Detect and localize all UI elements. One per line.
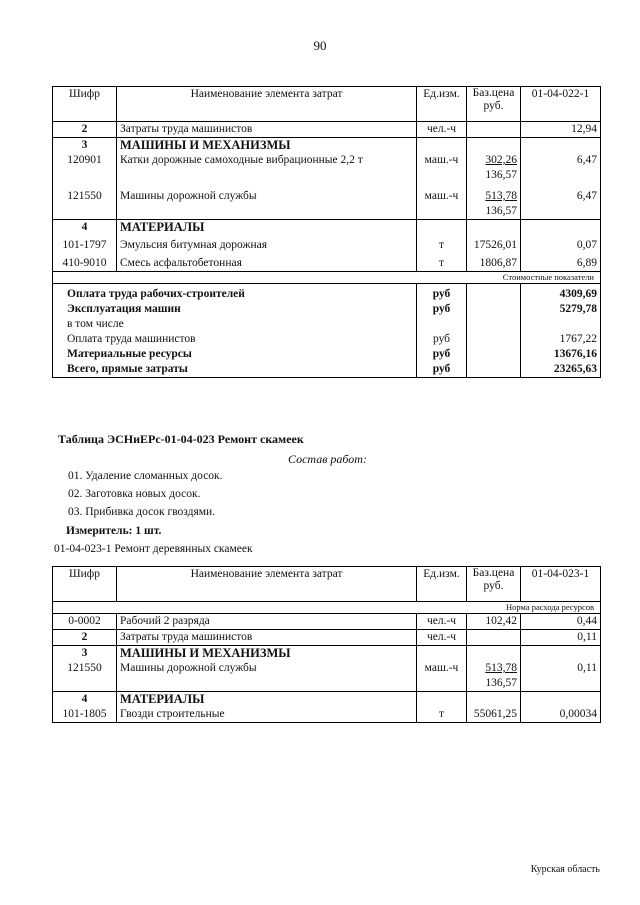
row-price <box>467 630 521 646</box>
row-code: 2 <box>53 122 117 138</box>
row-value: 0,00034 <box>521 707 601 723</box>
summary-value: 4309,69 <box>521 284 601 303</box>
header-price: Баз.цена руб. <box>467 87 521 122</box>
row-code: 121550 <box>53 183 117 220</box>
works-heading: Состав работ: <box>288 452 367 466</box>
row-unit <box>417 138 467 154</box>
row-price-secondary: 136,57 <box>485 677 517 689</box>
header-unit: Ед.изм. <box>417 87 467 122</box>
row-value <box>521 138 601 154</box>
table-row <box>53 661 601 692</box>
table-row <box>53 122 601 138</box>
summary-row <box>53 317 601 332</box>
row-price-secondary: 136,57 <box>485 169 517 181</box>
table-row <box>53 220 601 236</box>
row-value <box>521 692 601 708</box>
row-code: 121550 <box>53 661 117 692</box>
row-code: 410-9010 <box>53 253 117 272</box>
row-code: 101-1797 <box>53 235 117 253</box>
row-price: 17526,01 <box>467 235 521 253</box>
header-code: Шифр <box>53 87 117 122</box>
row-value: 0,11 <box>521 630 601 646</box>
row-price: 1806,87 <box>467 253 521 272</box>
work-item: 03. Прибивка досок гвоздями. <box>68 506 216 518</box>
summary-name: Материальные ресурсы <box>53 347 417 362</box>
row-name: Катки дорожные самоходные вибрационные 2,2 т <box>117 153 417 183</box>
row-unit: маш.-ч <box>417 661 467 692</box>
row-name: Гвозди строительные <box>117 707 417 723</box>
row-code: 4 <box>53 692 117 708</box>
row-unit: т <box>417 253 467 272</box>
summary-unit: руб <box>417 347 467 362</box>
item-title: 01-04-023-1 Ремонт деревянных скамеек <box>54 543 253 555</box>
row-name: Затраты труда машинистов <box>117 122 417 138</box>
row-unit: т <box>417 707 467 723</box>
work-item: 02. Заготовка новых досок. <box>68 488 201 500</box>
row-unit: маш.-ч <box>417 153 467 183</box>
summary-row <box>53 284 601 303</box>
subheader-row <box>53 602 601 614</box>
row-price <box>467 122 521 138</box>
table-row <box>53 253 601 272</box>
subheader: Норма расхода ресурсов <box>53 602 601 614</box>
footer-region: Курская область <box>530 864 600 875</box>
row-value <box>521 220 601 236</box>
header-name: Наименование элемента затрат <box>117 87 417 122</box>
header-norm: 01-04-022-1 <box>521 87 601 122</box>
table-row <box>53 630 601 646</box>
summary-name: Оплата труда рабочих-строителей <box>53 284 417 303</box>
row-code: 3 <box>53 646 117 662</box>
row-code: 101-1805 <box>53 707 117 723</box>
row-name: Затраты труда машинистов <box>117 630 417 646</box>
row-value: 6,89 <box>521 253 601 272</box>
row-price: 513,78 <box>485 190 517 202</box>
summary-unit <box>417 317 467 332</box>
row-value: 6,47 <box>521 183 601 220</box>
row-value: 0,11 <box>521 661 601 692</box>
row-name: МАТЕРИАЛЫ <box>117 220 417 236</box>
table-row <box>53 646 601 662</box>
row-code: 120901 <box>53 153 117 183</box>
row-unit <box>417 646 467 662</box>
row-unit: чел.-ч <box>417 614 467 630</box>
row-code: 4 <box>53 220 117 236</box>
summary-value: 1767,22 <box>521 332 601 347</box>
row-price <box>467 646 521 662</box>
row-price: 102,42 <box>467 614 521 630</box>
row-code: 2 <box>53 630 117 646</box>
row-name: Эмульсия битумная дорожная <box>117 235 417 253</box>
table-title: Таблица ЭСНиЕРс-01-04-023 Ремонт скамеек <box>58 432 304 446</box>
summary-value: 13676,16 <box>521 347 601 362</box>
row-name: МАТЕРИАЛЫ <box>117 692 417 708</box>
table-header-row <box>53 87 601 122</box>
row-price <box>467 220 521 236</box>
table-header-row <box>53 567 601 602</box>
row-unit: т <box>417 235 467 253</box>
header-code: Шифр <box>53 567 117 602</box>
table-row <box>53 183 601 220</box>
table-row <box>53 614 601 630</box>
summary-name: Оплата труда машинистов <box>53 332 417 347</box>
row-name: Смесь асфальтобетонная <box>117 253 417 272</box>
row-name: МАШИНЫ И МЕХАНИЗМЫ <box>117 138 417 154</box>
row-name: МАШИНЫ И МЕХАНИЗМЫ <box>117 646 417 662</box>
summary-row <box>53 302 601 317</box>
row-unit: чел.-ч <box>417 122 467 138</box>
row-value <box>521 646 601 662</box>
summary-row <box>53 332 601 347</box>
row-name: Рабочий 2 разряда <box>117 614 417 630</box>
summary-value <box>521 317 601 332</box>
row-unit <box>417 692 467 708</box>
summary-name: Эксплуатация машин <box>53 302 417 317</box>
row-code: 3 <box>53 138 117 154</box>
measure-unit: Измеритель: 1 шт. <box>66 525 162 537</box>
row-price-secondary: 136,57 <box>485 205 517 217</box>
cost-table-1 <box>52 86 601 378</box>
summary-row <box>53 362 601 378</box>
summary-name: Всего, прямые затраты <box>53 362 417 378</box>
row-price <box>467 692 521 708</box>
row-value: 12,94 <box>521 122 601 138</box>
table-row <box>53 692 601 708</box>
row-name: Машины дорожной службы <box>117 661 417 692</box>
row-value: 0,44 <box>521 614 601 630</box>
row-code: 0-0002 <box>53 614 117 630</box>
row-value: 0,07 <box>521 235 601 253</box>
header-unit: Ед.изм. <box>417 567 467 602</box>
header-name: Наименование элемента затрат <box>117 567 417 602</box>
subheader-row <box>53 272 601 284</box>
row-price: 302,26 <box>485 154 517 166</box>
page-number: 90 <box>313 38 327 53</box>
row-price <box>467 138 521 154</box>
summary-unit: руб <box>417 332 467 347</box>
header-norm: 01-04-023-1 <box>521 567 601 602</box>
summary-value: 23265,63 <box>521 362 601 378</box>
summary-value: 5279,78 <box>521 302 601 317</box>
table-row <box>53 153 601 183</box>
cost-table-2 <box>52 566 601 723</box>
work-item: 01. Удаление сломанных досок. <box>68 470 223 482</box>
row-price: 55061,25 <box>467 707 521 723</box>
summary-unit: руб <box>417 302 467 317</box>
row-price: 513,78 <box>485 662 517 674</box>
header-price: Баз.цена руб. <box>467 567 521 602</box>
summary-unit: руб <box>417 362 467 378</box>
summary-name: в том числе <box>53 317 417 332</box>
table-row <box>53 235 601 253</box>
subheader: Стоимостные показатели <box>53 272 601 284</box>
summary-row <box>53 347 601 362</box>
row-unit: чел.-ч <box>417 630 467 646</box>
row-name: Машины дорожной службы <box>117 183 417 220</box>
row-unit: маш.-ч <box>417 183 467 220</box>
table-row <box>53 707 601 723</box>
row-value: 6,47 <box>521 153 601 183</box>
summary-unit: руб <box>417 284 467 303</box>
table-row <box>53 138 601 154</box>
row-unit <box>417 220 467 236</box>
